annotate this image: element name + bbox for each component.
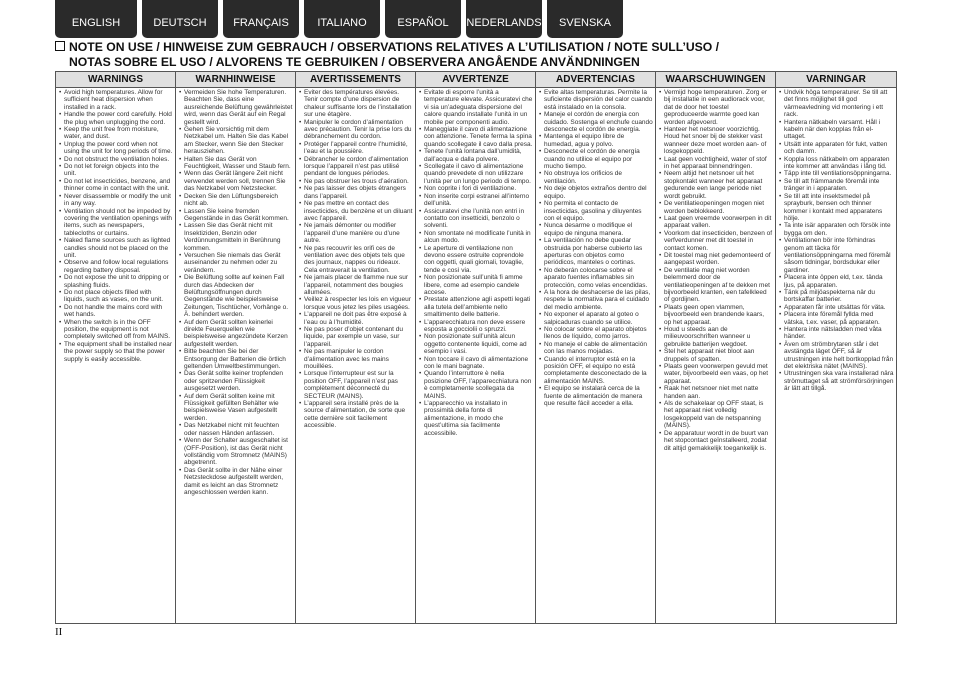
warning-item: • Vermijd hoge temperaturen. Zorg er bij installatie in een audiorack voor, dat de door het toestel geproduceerde warmte goed kan worden afgevoerd.	[658, 89, 773, 126]
column-header: AVVERTENZE	[416, 72, 536, 88]
warning-item: • Placera inte öppen eld, t.ex. tända ljus, på apparaten.	[778, 274, 894, 289]
warning-item: • Ta inte isär apparaten och försök inte bygga om den.	[778, 222, 894, 237]
warning-item: • No maneje el cable de alimentación con las manos mojadas.	[538, 341, 653, 356]
warning-item: • Nunca desarme o modifique el equipo de ninguna manera.	[538, 222, 653, 237]
warning-item: • Naked flame sources such as lighted candles should not be placed on the unit.	[58, 237, 173, 259]
column-cell	[536, 88, 656, 623]
warning-item: • Never disassemble or modify the unit in any way.	[58, 193, 173, 208]
warning-item: • Wenn das Gerät längere Zeit nicht verwendet werden soll, trennen Sie das Netzkabel vom Netzstecker.	[178, 170, 293, 192]
warning-item: • Tänk på miljöaspekterna när du bortskaffar batterier.	[778, 289, 894, 304]
warning-item: • L’appareil sera installé près de la source d’alimentation, de sorte que cette dernière soit facilement accessible.	[298, 400, 413, 430]
warning-item: • Auf dem Gerät sollten keinerlei direkte Feuerquellen wie beispielsweise angezündete Kerzen aufgestellt werden.	[178, 319, 293, 349]
warning-item: • Eviter des températures élevées. Tenir compte d’une dispersion de chaleur suffisante lors de l’installation sur une étagère.	[298, 89, 413, 119]
warning-item: • Non posizionate sull’unità alcun oggetto contenente liquidi, come ad esempio i vasi.	[418, 333, 533, 355]
warning-item: • Ne jamais démonter ou modifier l’appareil d’une manière ou d’une autre.	[298, 222, 413, 244]
warning-item: • L’apparecchiatura non deve essere esposta a gocciolii o spruzzi.	[418, 319, 533, 334]
warning-item: • Ne jamais placer de flamme nue sur l’appareil, notamment des bougies allumées.	[298, 274, 413, 296]
warning-item: • Do not handle the mains cord with wet hands.	[58, 304, 173, 319]
warning-item: • Veillez à respecter les lois en vigueur lorsque vous jetez les piles usagées.	[298, 296, 413, 311]
warning-item: • The equipment shall be installed near the power supply so that the power supply is easily accessible.	[58, 341, 173, 363]
checkbox-bullet-icon	[55, 41, 65, 51]
warning-item: • Do not place objects filled with liquids, such as vases, on the unit.	[58, 289, 173, 304]
warning-item: • Do not let foreign objects into the unit.	[58, 163, 173, 178]
warning-item: • No exponer el aparato al goteo o salpicaduras cuando se utilice.	[538, 311, 653, 326]
warning-item: • Dit toestel mag niet gedemonteerd of aangepast worden.	[658, 252, 773, 267]
warning-item: • Do not let insecticides, benzene, and thinner come in contact with the unit.	[58, 178, 173, 193]
warning-item: • La ventilación no debe quedar obstruida por haberse cubierto las aperturas con objetos como periódicos, manteles o cortinas.	[538, 237, 653, 267]
warning-item: • Mantenga el equipo libre de humedad, agua y polvo.	[538, 133, 653, 148]
language-tab-espanol[interactable]: ESPAÑOL	[385, 0, 461, 38]
warning-item: • Manipuler le cordon d’alimentation avec précaution. Tenir la prise lors du débranchement du cordon.	[298, 119, 413, 141]
warning-item: • Gehen Sie vorsichtig mit dem Netzkabel um. Halten Sie das Kabel am Stecker, wenn Sie den Stecker herausziehen.	[178, 126, 293, 156]
warning-item: • Das Gerät sollte keiner tropfenden oder spritzenden Flüssigkeit ausgesetzt werden.	[178, 370, 293, 392]
warning-item: • Utrustningen ska vara installerad nära strömuttaget så att strömförsörjningen är lätt att tillgå.	[778, 370, 894, 392]
warning-item: • Débrancher le cordon d’alimentation lorsque l’appareil n’est pas utilisé pendant de longues périodes.	[298, 156, 413, 178]
warning-item: • Neem altijd het netsnoer uit het stopkontakt wanneer het apparaat gedurende een lange periode niet wordt gebruikt.	[658, 170, 773, 200]
warning-item: • Maneje el cordón de energía con cuidado. Sostenga el enchufe cuando desconecte el cordón de energía.	[538, 111, 653, 133]
warning-item: • Prestate attenzione agli aspetti legati alla tutela dell’ambiente nello smaltimento delle batterie.	[418, 296, 533, 318]
language-tab-deutsch[interactable]: DEUTSCH	[142, 0, 218, 38]
warning-item: • De apparatuur wordt in de buurt van het stopcontact geïnstalleerd, zodat dit altijd gemakkelijk toegankelijk is.	[658, 430, 773, 452]
warning-item: • Quando l’interruttore è nella posizione OFF, l’apparecchiatura non è completamente scollegata da MAINS.	[418, 370, 533, 400]
warning-item: • No permita el contacto de insecticidas, gasolina y diluyentes con el equipo.	[538, 200, 653, 222]
warning-item: • Raak het netsnoer niet met natte handen aan.	[658, 385, 773, 400]
warning-item: • Se till att inte insektsmedel på sprayburk, bensen och thinner kommer i kontakt med apparatens hölje.	[778, 193, 894, 223]
warning-item: • Le aperture di ventilazione non devono essere ostruite coprendole con oggetti, quali giornali, tovaglie, tende e così via.	[418, 245, 533, 275]
warning-item: • Protéger l’appareil contre l’humidité, l’eau et la poussière.	[298, 141, 413, 156]
warning-item: • Ne pas manipuler le cordon d’alimentation avec les mains mouillées.	[298, 348, 413, 370]
column-header: AVERTISSEMENTS	[296, 72, 416, 88]
warning-item: • Bitte beachten Sie bei der Entsorgung der Batterien die örtlich geltenden Umweltbestimmungen.	[178, 348, 293, 370]
warning-item: • Ne pas recouvrir les orifi ces de ventilation avec des objets tels que des journaux, nappes ou rideaux. Cela entraverait la ventilation.	[298, 245, 413, 275]
column-header: ADVERTENCIAS	[536, 72, 656, 88]
warning-item: • Se till att främmande föremål inte tränger in i apparaten.	[778, 178, 894, 193]
warning-item: • Houd u steeds aan de milieuvoorschriften wanneer u gebruikte batterijen wegdoet.	[658, 326, 773, 348]
warning-item: • Als de schakelaar op OFF staat, is het apparaat niet volledig losgekoppeld van de netspanning (MAINS).	[658, 400, 773, 430]
warning-item: • Även om strömbrytaren står i det avstängda läget OFF, så är utrustningen inte helt bortkopplad från det elektriska nätet (MAINS).	[778, 341, 894, 371]
column-cell	[296, 88, 416, 623]
warning-item: • Do not expose the unit to dripping or splashing fluids.	[58, 274, 173, 289]
column-header: WARNINGS	[56, 72, 176, 88]
warning-item: • Non coprite i fori di ventilazione.	[418, 185, 533, 192]
warning-item: • Stel het apparaat niet bloot aan druppels of spatten.	[658, 348, 773, 363]
warning-item: • No obstruya los orificios de ventilación.	[538, 170, 653, 185]
warning-item: • Utsätt inte apparaten för fukt, vatten och damm.	[778, 141, 894, 156]
warning-item: • No deberán colocarse sobre el aparato fuentes inflamables sin protección, como velas encendidas.	[538, 267, 653, 289]
warning-item: • Vermeiden Sie hohe Temperaturen. Beachten Sie, dass eine ausreichende Belüftung gewährleistet wird, wenn das Gerät auf ein Regal gestellt wird.	[178, 89, 293, 126]
language-tab-bar	[55, 0, 897, 38]
warning-item: • No colocar sobre el aparato objetos llenos de líquido, como jarros.	[538, 326, 653, 341]
warning-item: • Ventilationen bör inte förhindras genom att täcka för ventilationsöppningarna med föremål såsom tidningar, bordsdukar eller gardiner.	[778, 237, 894, 274]
warning-item: • L’apparecchio va installato in prossimità della fonte di alimentazione, in modo che quest’ultima sia facilmente accessibile.	[418, 400, 533, 437]
warning-list	[298, 89, 413, 430]
warning-item: • Laat geen vochtigheid, water of stof in het apparaat binnendringen.	[658, 156, 773, 171]
warning-item: • De ventilatie mag niet worden belemmerd door de ventilatieopeningen af te dekken met bijvoorbeeld kranten, een tafelkleed of gordijnen.	[658, 267, 773, 304]
warning-item: • Non toccare il cavo di alimentazione con le mani bagnate.	[418, 356, 533, 371]
warning-item: • Undvik höga temperaturer. Se till att det finns möjlighet till god värmeavledning vid montering i ett rack.	[778, 89, 894, 119]
warning-item: • Ne pas laisser des objets étrangers dans l’appareil.	[298, 185, 413, 200]
warning-item: • Das Netzkabel nicht mit feuchten oder nassen Händen anfassen.	[178, 422, 293, 437]
warning-item: • Avoid high temperatures. Allow for sufficient heat dispersion when installed in a rack.	[58, 89, 173, 111]
warning-item: • Assicuratevi che l’unità non entri in contatto con insetticidi, benzolo o solventi.	[418, 208, 533, 230]
column-header: VARNINGAR	[776, 72, 896, 88]
warning-item: • No deje objetos extraños dentro del equipo.	[538, 185, 653, 200]
warning-item: • Hantera nätkabeln varsamt. Håll i kabeln när den kopplas från el-uttaget.	[778, 119, 894, 141]
warning-list	[58, 89, 173, 363]
warning-item: • Hantera inte nätsladden med våta händer.	[778, 326, 894, 341]
column-cell	[776, 88, 896, 623]
warning-item: • Lorsque l’interrupteur est sur la position OFF, l’appareil n’est pas complètement déconnecté du SECTEUR (MAINS).	[298, 370, 413, 400]
warning-item: • Versuchen Sie niemals das Gerät auseinander zu nehmen oder zu verändern.	[178, 252, 293, 274]
warning-item: • Täpp inte till ventilationsöppningarna.	[778, 170, 894, 177]
column-header: WAARSCHUWINGEN	[656, 72, 776, 88]
column-cell	[416, 88, 536, 623]
warning-item: • Plaats geen voorwerpen gevuld met water, bijvoorbeeld een vaas, op het apparaat.	[658, 363, 773, 385]
warning-item: • Ventilation should not be impeded by covering the ventilation openings with items, such as newspapers, tablecloths or curtains.	[58, 208, 173, 238]
column-cell	[56, 88, 176, 623]
warning-item: • Auf dem Gerät sollten keine mit Flüssigkeit gefüllten Behälter wie beispielsweise Vasen aufgestellt werden.	[178, 393, 293, 423]
page-number: II	[55, 626, 63, 638]
warning-item: • Plaats geen open vlammen, bijvoorbeeld een brandende kaars, op het apparaat.	[658, 304, 773, 326]
warning-item: • Maneggiate il cavo di alimentazione con attenzione. Tenete ferma la spina quando scollegate il cavo dalla presa.	[418, 126, 533, 148]
warning-item: • Halten Sie das Gerät von Feuchtigkeit, Wasser und Staub fern.	[178, 156, 293, 171]
warning-item: • Ne pas mettre en contact des insecticides, du benzène et un diluant avec l’appareil.	[298, 200, 413, 222]
warning-item: • Non posizionate sull’unità fi amme libere, come ad esempio candele accese.	[418, 274, 533, 296]
warning-item: • Evite altas temperaturas. Permite la suficiente dispersión del calor cuando está instalado en la consola.	[538, 89, 653, 111]
warning-item: • Unplug the power cord when not using the unit for long periods of time.	[58, 141, 173, 156]
heading-line-1: NOTE ON USE / HINWEISE ZUM GEBRAUCH / OBSERVATIONS RELATIVES A L’UTILISATION / NOTE SULL’USO /	[69, 40, 720, 54]
warning-item: • Evitate di esporre l’unità a temperature elevate. Assicuratevi che vi sia un’adeguata dispersione del calore quando installate l’unità in un mobile per componenti audio.	[418, 89, 533, 126]
warning-item: • De ventilatieopeningen mogen niet worden beblokkeerd.	[658, 200, 773, 215]
language-tab-svenska[interactable]: SVENSKA	[547, 0, 623, 38]
warning-item: • Apparaten får inte utsättas för väta.	[778, 304, 894, 311]
warning-item: • Koppla loss nätkabeln om apparaten inte kommer att användas i lång tid.	[778, 156, 894, 171]
warning-item: • Ne pas obstruer les trous d’aération.	[298, 178, 413, 185]
warning-item: • Decken Sie den Lüftungsbereich nicht ab.	[178, 193, 293, 208]
column-cell	[176, 88, 296, 623]
warning-list	[778, 89, 894, 393]
warning-item: • El equipo se instalará cerca de la fuente de alimentación de manera que resulte fácil acceder a ella.	[538, 385, 653, 407]
warning-item: • Desconecte el cordón de energía cuando no utilice el equipo por mucho tiempo.	[538, 148, 653, 170]
warning-item: • Placera inte föremål fyllda med vätska, t.ex. vaser, på apparaten.	[778, 311, 894, 326]
warning-item: • Cuando el interruptor está en la posición OFF, el equipo no está completamente desconectado de la alimentación MAINS.	[538, 356, 653, 386]
warning-item: • Die Belüftung sollte auf keinen Fall durch das Abdecken der Belüftungsöffnungen durch Gegenstände wie beispielsweise Zeitungen, Tischtücher, Vorhänge o. Ä. behindert werden.	[178, 274, 293, 318]
warning-item: • Voorkom dat insecticiden, benzeen of verfverdunner met dit toestel in contact komen.	[658, 230, 773, 252]
warning-item: • Do not obstruct the ventilation holes.	[58, 156, 173, 163]
warning-item: • Lassen Sie das Gerät nicht mit Insektiziden, Benzin oder Verdünnungsmitteln in Berührung kommen.	[178, 222, 293, 252]
column-cell	[656, 88, 776, 623]
warning-item: • L’appareil ne doit pas être exposé à l’eau ou à l’humidité.	[298, 311, 413, 326]
warning-item: • Tenete l’unità lontana dall’umidità, dall’acqua e dalla polvere.	[418, 148, 533, 163]
warning-list	[538, 89, 653, 407]
warning-item: • Wenn der Schalter ausgeschaltet ist (OFF-Position), ist das Gerät nicht vollständig vom Stromnetz (MAINS) abgetrennt.	[178, 437, 293, 467]
language-tab-italiano[interactable]: ITALIANO	[304, 0, 380, 38]
warnings-table	[55, 71, 897, 624]
warning-item: • Lassen Sie keine fremden Gegenstände in das Gerät kommen.	[178, 208, 293, 223]
language-tab-english[interactable]: ENGLISH	[55, 0, 137, 38]
warning-item: • Keep the unit free from moisture, water, and dust.	[58, 126, 173, 141]
warning-item: • Hanteer het netsnoer voorzichtig. Houd het snoer bij de stekker vast wanneer deze moet worden aan- of losgekoppeld.	[658, 126, 773, 156]
warning-item: • A la hora de deshacerse de las pilas, respete la normativa para el cuidado del medio ambiente.	[538, 289, 653, 311]
warning-item: • Das Gerät sollte in der Nähe einer Netzsteckdose aufgestellt werden, damit es leicht an das Stromnetz angeschlossen werden kann.	[178, 467, 293, 497]
warning-item: • Ne pas poser d’objet contenant du liquide, par exemple un vase, sur l’appareil.	[298, 326, 413, 348]
warning-item: • Handle the power cord carefully. Hold the plug when unplugging the cord.	[58, 111, 173, 126]
warning-item: • Non inserite corpi estranei all’interno dell’unità.	[418, 193, 533, 208]
language-tab-nederlands[interactable]: NEDERLANDS	[466, 0, 542, 38]
warning-list	[658, 89, 773, 452]
warning-item: • Laat geen vreemde voorwerpen in dit apparaat vallen.	[658, 215, 773, 230]
page-heading	[55, 40, 897, 70]
warning-list	[178, 89, 293, 496]
warning-item: • Scollegate il cavo di alimentazione quando prevedete di non utilizzare l’unità per un lungo periodo di tempo.	[418, 163, 533, 185]
column-header: WARNHINWEISE	[176, 72, 296, 88]
heading-line-2: NOTAS SOBRE EL USO / ALVORENS TE GEBRUIKEN / OBSERVERA ANGÅENDE ANVÄNDNINGEN	[69, 55, 640, 69]
warning-item: • Observe and follow local regulations regarding battery disposal.	[58, 259, 173, 274]
language-tab-francais[interactable]: FRANÇAIS	[223, 0, 299, 38]
warning-list	[418, 89, 533, 437]
warning-item: • When the switch is in the OFF position, the equipment is not completely switched off from MAINS.	[58, 319, 173, 341]
warning-item: • Non smontate né modificate l’unità in alcun modo.	[418, 230, 533, 245]
